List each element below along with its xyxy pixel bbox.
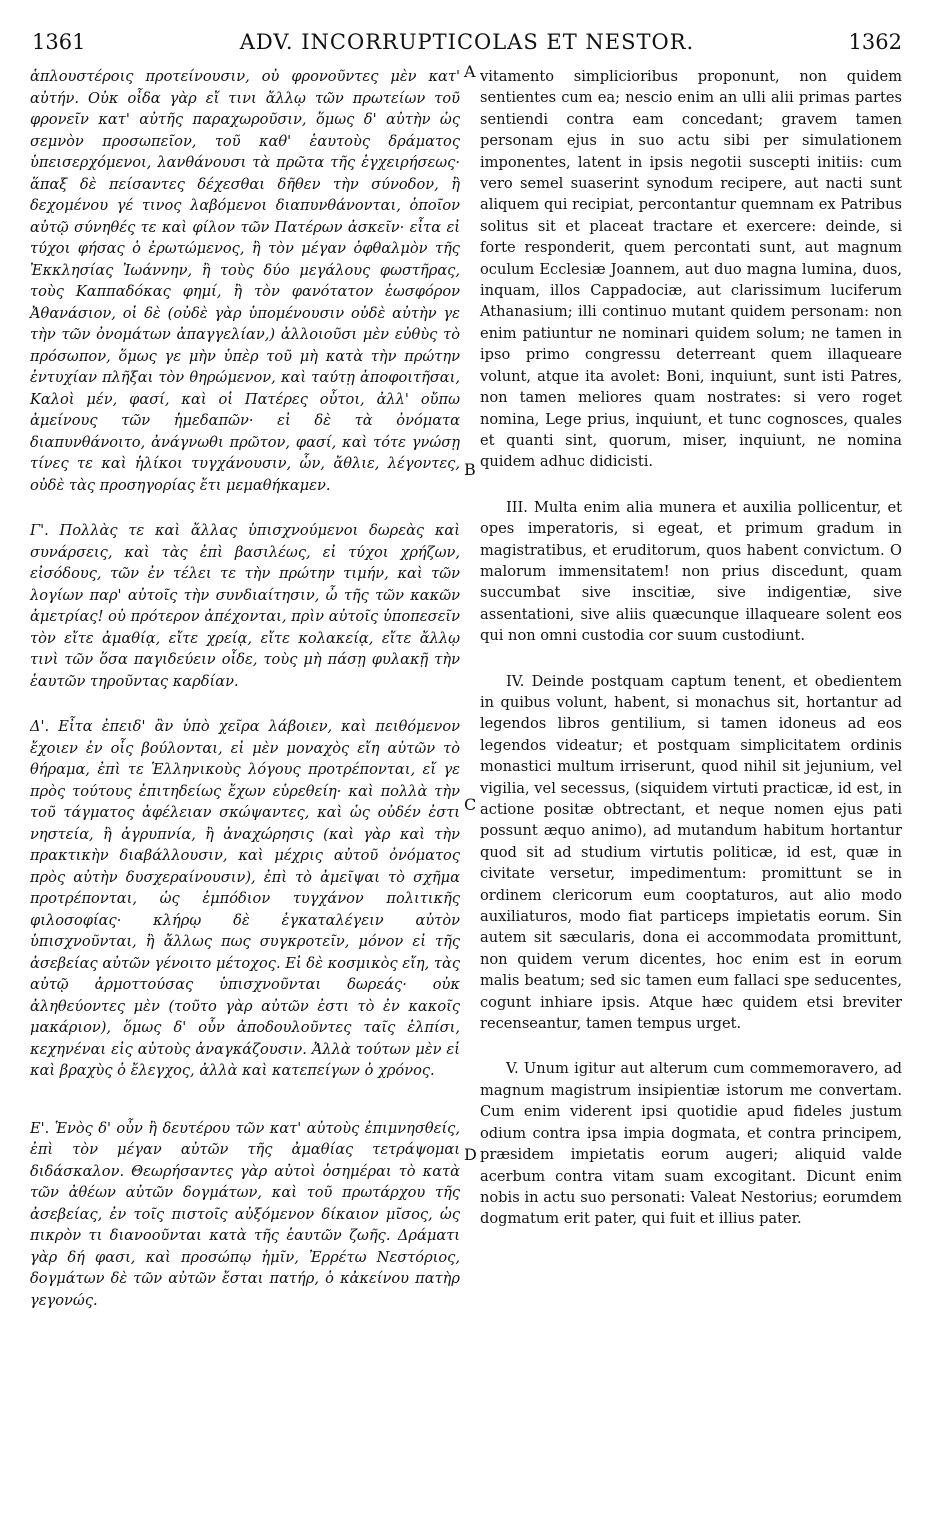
- right-page-number: 1362: [848, 30, 902, 54]
- margin-letter-b: B: [464, 460, 476, 479]
- margin-letter-d: D: [464, 1145, 477, 1164]
- greek-paragraph-4: Δ'. Εἶτα ἐπειδ' ἂν ὑπὸ χεῖρα λάβοιεν, καὶ πειθόμενον ἔχοιεν ἐν οἷς βούλονται, εἰ μὲν μοναχὸς εἴη αὐτῶν τὸ θήραμα, ἐπὶ τε Ἑλληνικοὺς λόγους προτρέπονται, εἴ γε πρὸς τούτους ἐπιτηδείως ἔχων εὑρεθείη· καὶ πολλὰ τὴν τοῦ τάγματος ἀφέλειαν σκώψαντες, καὶ ὡς οὐδέν ἐστι νηστεία, ἢ ἀγρυπνία, ἢ ἀναχώρησις (καὶ γὰρ καὶ τὴν πρακτικὴν διαβάλλουσιν, καὶ μέχρις αὐτοῦ ὀνόματος πρὸς αὐτὴν δυσχεραίνουσιν), ἐπὶ τὸ ἀμεῖψαι τὸ σχῆμα προτρέπονται, ὡς ἐμπόδιον τυγχάνον πολιτικῆς φιλοσοφίας· κλήρῳ δὲ ἐγκαταλέγειν αὐτὸν ὑπισχνοῦνται, ἢ ἄλλως πως συγκροτεῖν, μόνον εἰ τῆς ἀσεβείας αὐτῶν γένοιτο μέτοχος. Εἰ δὲ κοσμικὸς εἴη, τὰς αὐτῷ ἁρμοττούσας ὑπισχνοῦνται δωρεάς· οὐκ ἀληθεύοντες μὲν (τοῦτο γὰρ αὐτῶν ἐστι τὸ ἐν κακοῖς μακάριον), ὅμως δ' οὖν ἀποδουλοῦντες ταῖς ἐλπίσι, κεχηνέναι εἰς αὐτοὺς ἀναγκάζουσιν. Ἀλλὰ τούτων μὲν εἰ καὶ βραχὺς ὁ ἔλεγχος, ἀλλὰ καὶ κατεπείγων ὁ χρόνος.: [30, 718, 460, 1079]
- greek-paragraph-3: Γ'. Πολλὰς τε καὶ ἄλλας ὑπισχνούμενοι δωρεὰς καὶ συνάρσεις, καὶ τὰς ἐπὶ βασιλέως, εἰ τύχοι χρήζων, εἰσόδους, τῶν ἐν τέλει τε τὴν πρώτην τιμήν, καὶ τῶν λογίων παρ' αὐτοῖς τὴν συνδιαίτησιν, ὦ τῆς τῶν κακῶν ἀμετρίας! οὐ πρότερον ἀπέχονται, πρὶν αὐτοῖς ὑποπεσεῖν τὸν εἴτε ἀμαθίᾳ, εἴτε χρείᾳ, εἴτε κολακείᾳ, εἴτε ἄλλῳ τινὶ τῶν ὅσα παγιδεύειν οἶδε, τοὺς μὴ πάσῃ φυλακῇ τὴν ἑαυτῶν τηροῦντας καρδίαν.: [30, 522, 460, 690]
- greek-column: [30, 66, 460, 1311]
- greek-paragraph-5: Ε'. Ἑνὸς δ' οὖν ἢ δευτέρου τῶν κατ' αὐτοὺς ἐπιμνησθείς, ἐπὶ τὸν μέγαν αὐτῶν τῆς ἀμαθίας τετράψομαι διδάσκαλον. Θεωρήσαντες γὰρ αὐτοὶ ὁσημέραι τὸ κατὰ τῶν ἀθέων αὐτῶν δογμάτων, καὶ τοῦ πρωτάρχου τῆς ἀσεβείας, ἐν τοῖς πιστοῖς αὐξόμενον δίκαιον μῖσος, ὡς πικρὸν τι διανοοῦνται κατὰ τῆς ἑαυτῶν ζωῆς. Δράματι γὰρ δή φασι, καὶ προσώπῳ ἡμῖν, Ἐρρέτω Νεστόριος, δογμάτων δὲ τῶν αὐτῶν ἔσται πατήρ, ὁ κἀκείνου πατὴρ γεγονώς.: [30, 1119, 460, 1309]
- greek-paragraph-1: ἁπλουστέροις προτείνουσιν, οὐ φρονοῦντες μὲν κατ' αὐτήν. Οὐκ οἶδα γὰρ εἴ τινι ἄλλῳ τῶν πρωτείων τοῦ φρονεῖν κατ' αὐτῆς παραχωροῦσιν, ὅμως δ' αὐτὴν ὡς σεμνὸν προσωπεῖον, τοῦ καθ' ἑαυτοὺς δράματος ὑπεισερχόμενοι, λανθάνουσι τὰ πρῶτα τῆς ἐγχειρήσεως· ἅπαξ δὲ πείσαντες δέχεσθαι δῆθεν τὴν σύνοδον, ἢ δεχομένου γέ τινος λαβόμενοι διαπυνθάνονται, ὁποῖον αὐτῷ σύνηθές τε καὶ φίλον τῶν Πατέρων ἀσκεῖν· εἶτα εἰ τύχοι φήσας ὁ ἐρωτώμενος, ἢ τὸν μέγαν ὀφθαλμὸν τῆς Ἐκκλησίας Ἰωάννην, ἢ τοὺς δύο μεγάλους φωστῆρας, τοὺς Καππαδόκας φημί, ἢ τὸν φανότατον ἑωσφόρον Ἀθανάσιον, οἱ δὲ (οὐδὲ γὰρ ὑπομένουσιν οὐδὲ αὐτὴν γε τὴν τῶν ὀνομάτων ἀπαγγελίαν,) ἀλλοιοῦσι μὲν εὐθὺς τὸ πρόσωπον, ὅμως γε μὴν ὑπὲρ τοῦ μὴ κατὰ τὴν πρώτην ἐντυχίαν πλῆξαι τὸν θηρώμενον, καὶ ταύτῃ ἀποφοιτῆσαι, Καλοὶ μέν, φασί, καὶ οἱ Πατέρες οὗτοι, ἀλλ' οὔπω ἀμείνους τῶν ἡμεδαπῶν· εἰ δὲ τὰ ὀνόματα διαπυνθάνοιτο, ἀνάγνωθι πρῶτον, φασί, καὶ τότε γνώσῃ τίνες τε καὶ ἡλίκοι τυγχάνουσιν, ὧν, ἄθλιε, λέγοντες, οὐδὲ τὰς προσηγορίας ἔτι μεμαθήκαμεν.: [30, 68, 460, 494]
- latin-paragraph-3: III. Multa enim alia munera et auxilia pollicentur, et opes imperatoris, si egeat, et primum gradum in magistratibus, et eruditorum, quos habent convictum. O malorum immensitatem! non prius discedunt, quam succumbat sive inscitiæ, sive indigentiæ, sive assentationi, sive aliis quæcunque illaqueare solent eos qui non omni custodia cor suum custodiunt.: [480, 498, 902, 645]
- latin-paragraph-4: IV. Deinde postquam captum tenent, et obedientem in quibus volunt, habent, si monachus sit, hortantur ad legendos libros gentilium, si tamen idoneus ad eos legendos videatur; et postquam simplicitatem ordinis monastici multum irriserunt, quod nihil sit jejunium, vel vigilia, vel secessus, (siquidem virtuti practicæ, id est, in actione positæ obtrectant, et neque nomen ejus pati possunt æquo animo), ad mutandum habitum hortantur quod sit ad studium virtutis politicæ, id est, quæ in civitate versetur, impedimentum: promittunt se in ordinem clericorum eum cooptaturos, aut alio modo auxiliaturos, modo fiat particeps impietatis eorum. Sin autem sit sæcularis, dona ei accommodata promittunt, non quidem verum dicentes, hoc enim est in eorum malis beatum; sed sic tamen eum fallaci spe seducentes, cogunt inhiare ipsis. Atque hæc quidem etsi breviter recenseantur, tamen tempus urget.: [480, 672, 902, 1033]
- latin-column: [480, 66, 902, 1230]
- page-header: [32, 30, 902, 66]
- margin-letter-a: A: [464, 62, 476, 81]
- latin-paragraph-5: V. Unum igitur aut alterum cum commemoravero, ad magnum magistrum insipientiæ istorum me convertam. Cum enim viderent ipsi quotidie apud fideles justum odium contra ipsa impia dogmata, et contra principem, præsidem impietatis eorum augeri; aliquid valde acerbum contra vitam suam excogitant. Dicunt enim nobis in actu suo personati: Valeat Nestorius; eorumdem dogmatum erit pater, qui fuit et illius pater.: [480, 1060, 902, 1228]
- left-page-number: 1361: [32, 30, 86, 54]
- margin-letter-c: C: [464, 795, 477, 814]
- latin-paragraph-1: vitamento simplicioribus proponunt, non quidem sentientes cum ea; nescio enim an ulli alii primas partes sentiendi contra eam concedant; gravem tamen personam ejus in suo actu sibi per simulationem imponentes, latent in ipsis negotii suscepti initiis: cum vero semel suaserint synodum recipere, aut nacti sunt aliquem qui recipiat, percontantur quemnam ex Patribus solitus sit et placeat tractare et exercere: deinde, si forte responderit, quem percontati sunt, aut magnum oculum Ecclesiæ Joannem, aut duo magna lumina, duos, inquam, illos Cappadociæ, aut clarissimum luciferum Athanasium; illi continuo mutant quidem personam: non enim patiuntur ne nominari quidem solum; ne tamen in ipso primo congressu deterreant quem illaqueare volunt, atque ita avolet: Boni, inquiunt, sunt isti Patres, non tamen meliores quam nostrates: si vero roget nomina, Lege prius, inquiunt, et tunc cognosces, quales et quanti sint, quorum, miser, inquiunt, ne nomina quidem adhuc didicisti.: [480, 68, 902, 471]
- running-title: ADV. INCORRUPTICOLAS ET NESTOR.: [239, 30, 695, 54]
